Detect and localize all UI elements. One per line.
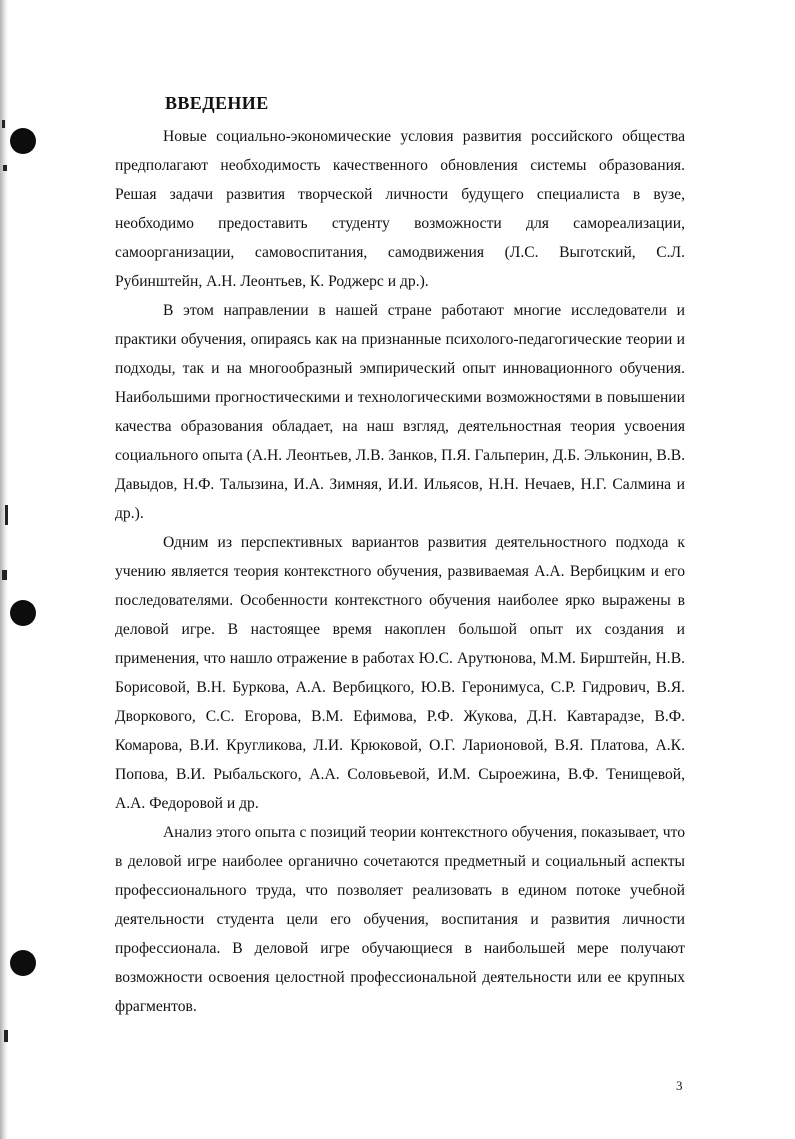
punch-hole-mark bbox=[10, 950, 36, 976]
page-number: 3 bbox=[676, 1078, 683, 1093]
scan-speck bbox=[5, 505, 8, 525]
document-body bbox=[115, 90, 685, 1021]
paragraph: В этом направлении в нашей стране работают многие исследователи и практики обучения, опираясь как на признанные психолого-педагогические теории и подходы, так и на многообразный эмпирический опыт инновационного обучения. Наибольшими прогностическими и технологическими возможностями в повышении качества образования обладает, на наш взгляд, деятельностная теория усвоения социального опыта (А.Н. Леонтьев, Л.В. Занков, П.Я. Гальперин, Д.Б. Эльконин, В.В. Давыдов, Н.Ф. Талызина, И.А. Зимняя, И.И. Ильясов, Н.Н. Нечаев, Н.Г. Салмина и др.). bbox=[115, 302, 685, 522]
scan-speck bbox=[3, 165, 7, 171]
paragraph: Новые социально-экономические условия развития российского общества предполагают необходимость качественного обновления системы образования. Решая задачи развития творческой личности будущего специалиста в вузе, необходимо предоставить студенту возможности для самореализации, самоорганизации, самовоспитания, самодвижения (Л.С. Выготский, С.Л. Рубинштейн, А.Н. Леонтьев, К. Роджерс и др.). bbox=[115, 128, 685, 290]
paragraph: Анализ этого опыта с позиций теории контекстного обучения, показывает, что в деловой игре наиболее органично сочетаются предметный и социальный аспекты профессионального труда, что позволяет реализовать в едином потоке учебной деятельности студента цели его обучения, воспитания и развития личности профессионала. В деловой игре обучающиеся в наибольшей мере получают возможности освоения целостной профессиональной деятельности или ее крупных фрагментов. bbox=[115, 824, 685, 1015]
punch-hole-mark bbox=[10, 600, 36, 626]
paragraph: Одним из перспективных вариантов развития деятельностного подхода к учению является теория контекстного обучения, развиваемая А.А. Вербицким и его последователями. Особенности контекстного обучения наиболее ярко выражены в деловой игре. В настоящее время накоплен большой опыт их создания и применения, что нашло отражение в работах Ю.С. Арутюнова, М.М. Бирштейн, Н.В. Борисовой, В.Н. Буркова, А.А. Вербицкого, Ю.В. Геронимуса, С.Р. Гидрович, В.Я. Дворкового, С.С. Егорова, В.М. Ефимова, Р.Ф. Жукова, Д.Н. Кавтарадзе, В.Ф. Комарова, В.И. Кругликова, Л.И. Крюковой, О.Г. Ларионовой, В.Я. Платова, А.К. Попова, В.И. Рыбальского, А.А. Соловьевой, И.М. Сыроежина, В.Ф. Тенищевой, А.А. Федоровой и др. bbox=[115, 534, 685, 812]
scan-speck bbox=[4, 1030, 8, 1042]
punch-hole-mark bbox=[10, 128, 36, 154]
section-heading: ВВЕДЕНИЕ bbox=[165, 93, 269, 113]
scan-speck bbox=[2, 120, 5, 128]
scan-speck bbox=[2, 570, 7, 580]
